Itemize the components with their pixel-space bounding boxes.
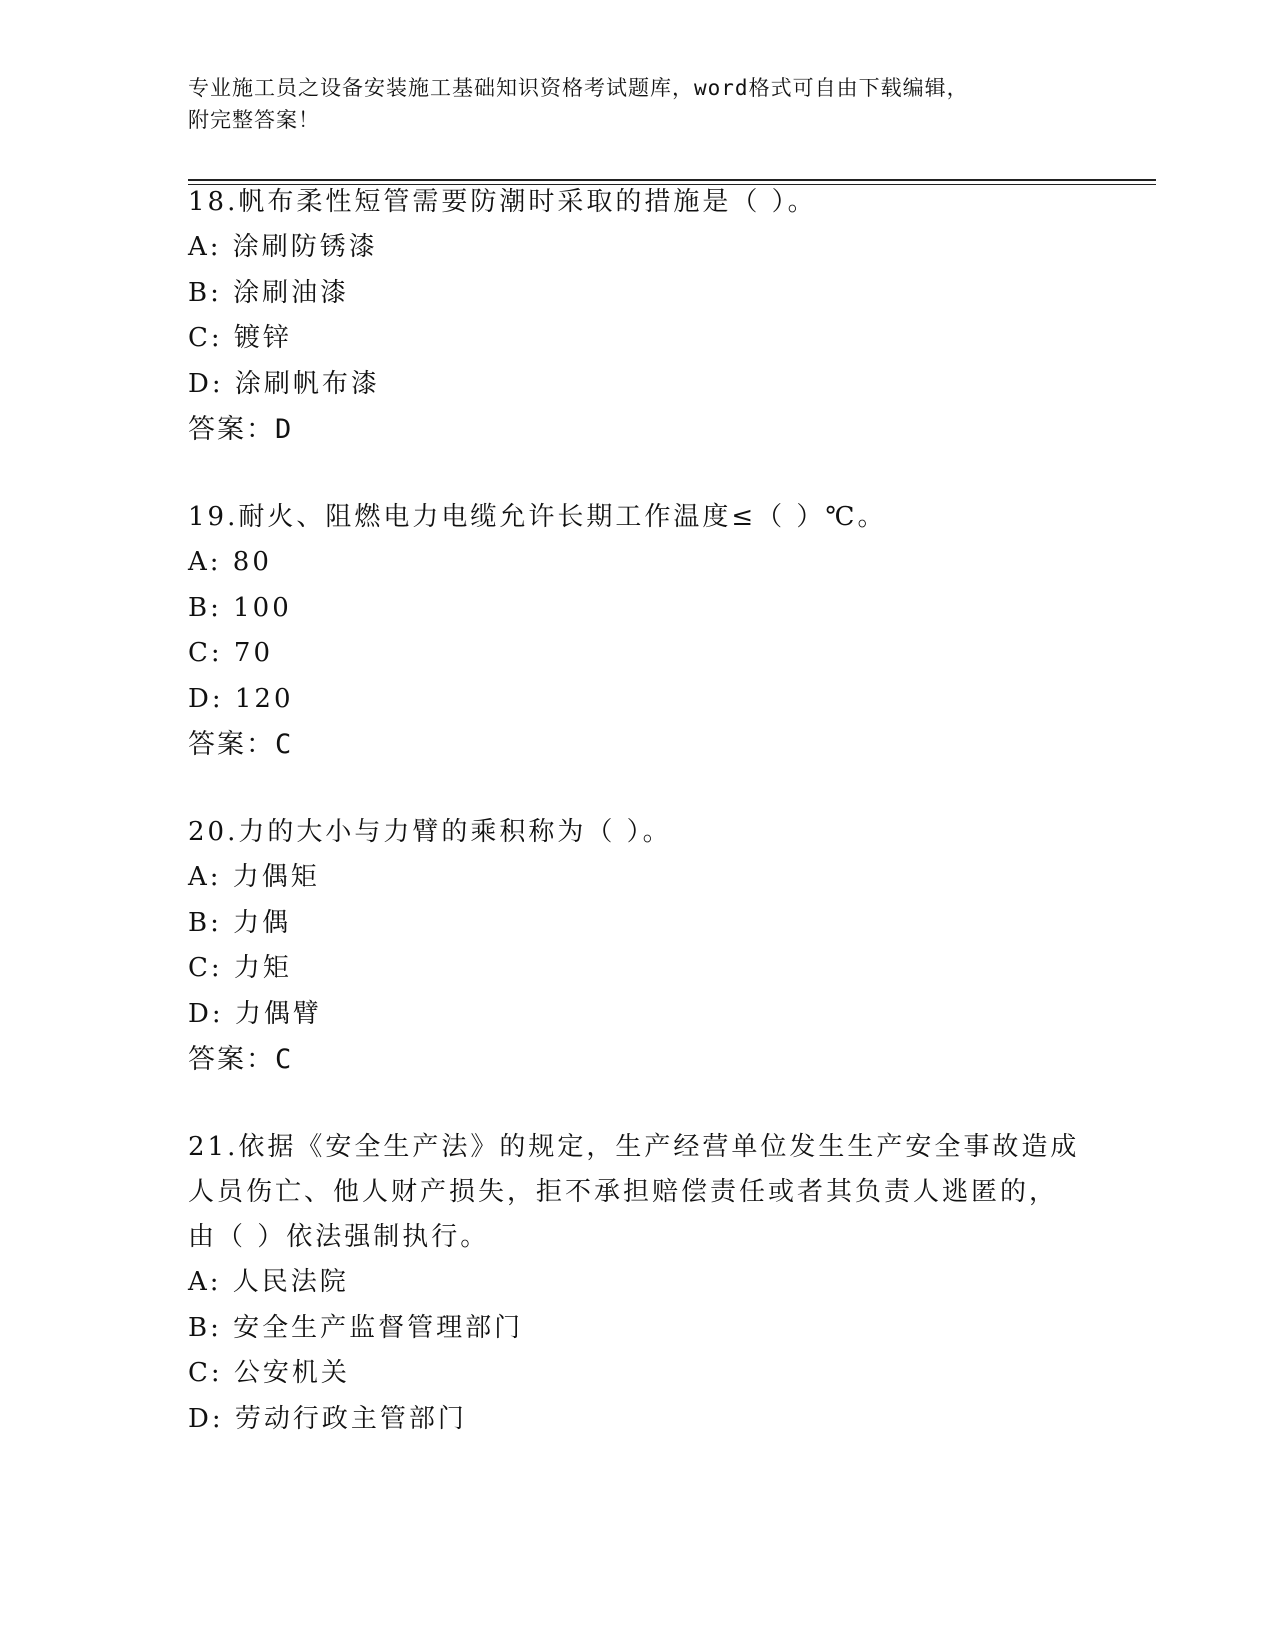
option-b: B: 100 <box>188 592 292 623</box>
option-d: D: 120 <box>188 683 294 714</box>
question-stem-line-2: 人员伤亡、他人财产损失，拒不承担赔偿责任或者其负责人逃匿的， <box>188 1177 1059 1207</box>
option-c: C: 力矩 <box>188 953 292 983</box>
option-c: C: 镀锌 <box>188 323 292 353</box>
option-a: A: 力偶矩 <box>188 862 320 892</box>
answer-label: 答案：C <box>188 729 294 760</box>
option-a: A: 人民法院 <box>188 1267 349 1297</box>
option-b: B: 安全生产监督管理部门 <box>188 1312 524 1343</box>
answer-label: 答案：C <box>188 1044 294 1075</box>
option-c: C: 70 <box>188 638 274 668</box>
question-21 <box>188 1125 1088 1442</box>
header-line-2: 附完整答案！ <box>188 108 320 132</box>
option-d: D: 力偶臂 <box>188 998 322 1029</box>
document-header <box>188 72 1068 136</box>
option-a: A: 80 <box>188 547 272 577</box>
option-d: D: 劳动行政主管部门 <box>188 1403 467 1434</box>
question-19 <box>188 495 1088 767</box>
option-d: D: 涂刷帆布漆 <box>188 368 380 399</box>
option-b: B: 涂刷油漆 <box>188 277 350 308</box>
question-stem: 18.帆布柔性短管需要防潮时采取的措施是（ ）。 <box>188 187 817 217</box>
question-stem-line-3: 由（ ）依法强制执行。 <box>188 1222 490 1252</box>
question-20 <box>188 810 1088 1082</box>
answer-label: 答案：D <box>188 414 294 445</box>
question-stem: 19.耐火、阻燃电力电缆允许长期工作温度≤（ ）℃。 <box>188 502 887 532</box>
option-c: C: 公安机关 <box>188 1358 350 1388</box>
question-stem-line-1: 21.依据《安全生产法》的规定，生产经营单位发生生产安全事故造成 <box>188 1132 1080 1162</box>
option-a: A: 涂刷防锈漆 <box>188 232 378 262</box>
question-stem: 20.力的大小与力臂的乘积称为（ ）。 <box>188 817 672 847</box>
option-b: B: 力偶 <box>188 907 292 938</box>
header-line-1: 专业施工员之设备安装施工基础知识资格考试题库，word格式可自由下载编辑， <box>188 76 969 100</box>
question-18 <box>188 180 1088 452</box>
